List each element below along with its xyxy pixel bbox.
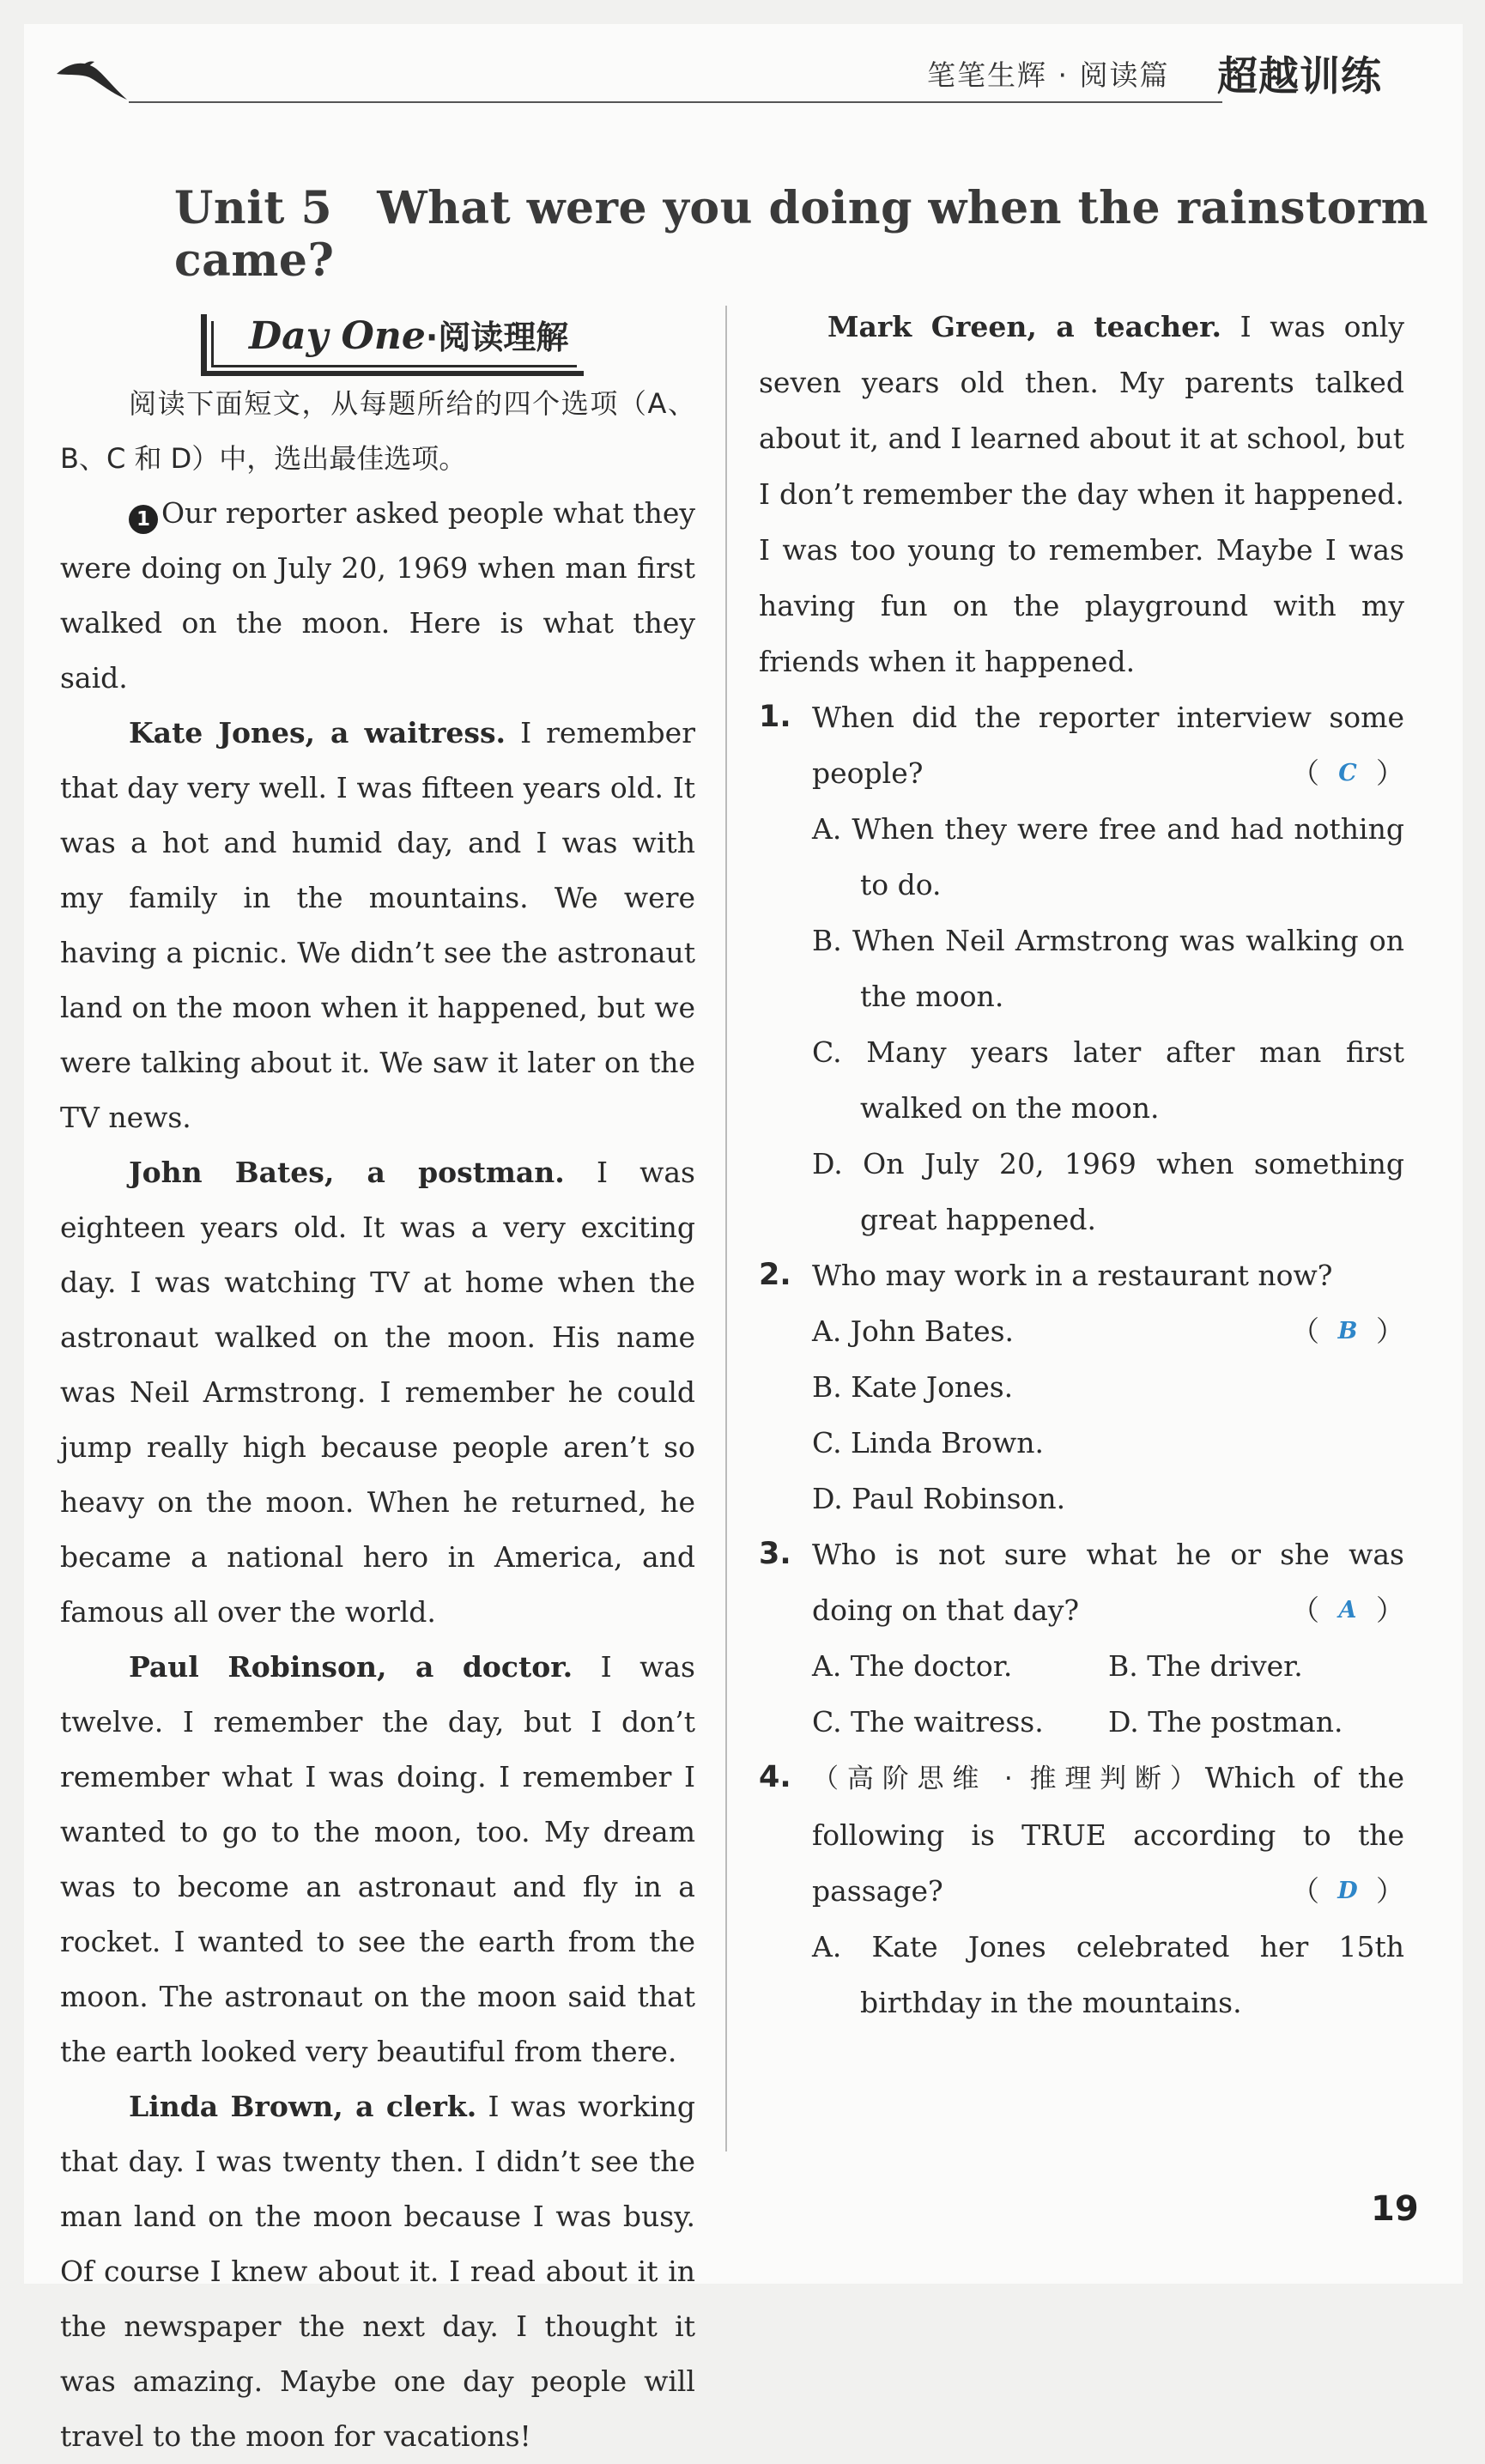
instruction: 阅读下面短文，从每题所给的四个选项（A、B、C 和 D）中，选出最佳选项。 — [60, 387, 695, 475]
answer-slot: （ A ） — [1291, 1582, 1404, 1638]
series-title: 笔笔生辉 · 阅读篇 — [927, 58, 1170, 92]
option: D. The postman. — [1108, 1705, 1343, 1739]
answer-letter: D — [1337, 1878, 1358, 1904]
column-divider — [725, 306, 727, 2151]
option: D. Paul Robinson. — [812, 1482, 1066, 1515]
answer-slot: （ D ） — [1291, 1863, 1404, 1919]
option: C. Linda Brown. — [812, 1426, 1044, 1460]
option: B. Kate Jones. — [812, 1370, 1014, 1404]
header-rule — [129, 101, 1222, 103]
option-row — [759, 1694, 1404, 1750]
option-row — [759, 1638, 1404, 1694]
option: B. When Neil Armstrong was walking on the moon. — [812, 924, 1404, 1013]
left-column — [60, 376, 695, 2464]
question: 4. （高阶思维 · 推理判断）Which of the following is TRUE according to the passage? （ D ） — [759, 1750, 1404, 1919]
option: C. The waitress. — [812, 1705, 1044, 1739]
option: A. John Bates. — [812, 1314, 1015, 1348]
option: A. Kate Jones celebrated her 15th birthday in the mountains. — [812, 1930, 1404, 2019]
bird-logo-icon — [53, 53, 129, 105]
option: A. The doctor. — [812, 1649, 1013, 1683]
speaker-paragraph: John Bates, a postman. I was eighteen years old. It was a very exciting day. I was watching TV at home when the astronaut walked on the moon. His name was Neil Armstrong. I remember he could jump really high because people aren’t so heavy on the moon. When he returned, he became a national hero in America, and famous all over the world. — [60, 1156, 695, 1629]
option: D. On July 20, 1969 when something great happened. — [812, 1147, 1404, 1236]
passage-intro: 1 Our reporter asked people what they were doing on July 20, 1969 when man first walked on the moon. Here is what they said. — [60, 496, 695, 695]
question: 1. When did the reporter interview some people? （ C ） — [759, 689, 1404, 801]
answer-letter: C — [1338, 760, 1357, 786]
answer-letter: A — [1338, 1597, 1357, 1623]
option: C. Many years later after man first walked on the moon. — [812, 1035, 1404, 1125]
page-number: 19 — [1371, 2189, 1419, 2229]
answer-letter: B — [1337, 1318, 1358, 1344]
option: B. The driver. — [1108, 1649, 1303, 1683]
right-column — [759, 299, 1404, 2030]
speaker-paragraph: Linda Brown, a clerk. I was working that day. I was twenty then. I didn’t see the man land on the moon because I was busy. Of course I knew about it. I read about it in the newspaper the next day. I thought it was amazing. Maybe one day people will travel to the moon for vacations! — [60, 2090, 695, 2453]
speaker-paragraph: Paul Robinson, a doctor. I was twelve. I remember the day, but I don’t remember what I was doing. I remember I wanted to go to the moon, too. My dream was to become an astronaut and fly in a rocket. I wanted to see the earth from the moon. The astronaut on the moon said that the earth looked very beautiful from there. — [60, 1650, 695, 2068]
speaker-paragraph: Mark Green, a teacher. I was only seven years old then. My parents talked about it, and I learned about it at school, but I don’t remember the day when it happened. I was too young to remember. Maybe I was having fun on the playground with my friends when it happened. — [759, 310, 1404, 678]
question: 2. Who may work in a restaurant now? （ B ） — [759, 1247, 1404, 1303]
question-tag: （高阶思维 · 推理判断） — [812, 1763, 1205, 1794]
speaker-paragraph: Kate Jones, a waitress. I remember that day very well. I was fifteen years old. It was a hot and humid day, and I was with my family in the mountains. We were having a picnic. We didn’t see the astronaut land on the moon when it happened, but we were talking about it. We saw it later on the TV news. — [60, 716, 695, 1134]
section-name: 阅读理解 — [438, 319, 569, 356]
question: 3. Who is not sure what he or she was doing on that day? （ A ） — [759, 1526, 1404, 1638]
unit-title: Unit 5 What were you doing when the rainstorm came? — [174, 182, 1429, 287]
option: A. When they were free and had nothing to do. — [812, 812, 1404, 901]
answer-slot: （ B ） — [1291, 1303, 1404, 1359]
day-banner: Day One·阅读理解 — [194, 311, 584, 376]
brand-title: 超越训练 — [1217, 53, 1382, 100]
day-label: Day One — [249, 314, 426, 358]
passage-number-icon: 1 — [129, 505, 158, 534]
answer-slot: （ C ） — [1291, 745, 1404, 801]
